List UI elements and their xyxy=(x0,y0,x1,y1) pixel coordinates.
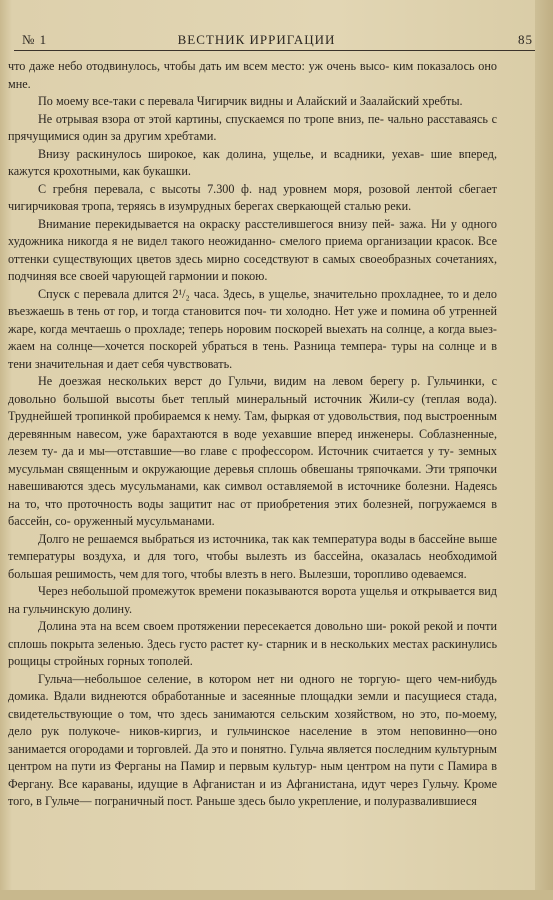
paragraph: что даже небо отодвинулось, чтобы дать им всем место: уж очень высо- ким показалось оно мне. xyxy=(8,59,497,91)
journal-title: ВЕСТНИК ИРРИГАЦИИ xyxy=(177,32,336,47)
paragraph: Не доезжая нескольких верст до Гульчи, видим на левом берегу р. Гульчинки, с довольно большой высоты бьет теплый минеральный источник Жили-су (теплая вода). Труднейшей тропинкой пробираемся к нему. Там, фыркая от удовольствия, под выстроенным деревянным навесом, уже барахтаются в воде уехавшие вперед инженеры. Соблазненные, лезем ту- да и мы—отставшие—во главе с профессором. Источник считается у ту- земных мусульман священным и окружающие деревья сплошь обвешаны тряпочками. Эти тряпочки навешиваются здесь мусульманами, как символ оставляемой в источнике болезни. Надеясь на то, что проточность воды защитит нас от приобретения этих болезней, погружаемся в бассейн, со- оруженный мусульманами. xyxy=(8,374,497,528)
paragraph: С гребня перевала, с высоты 7.300 ф. над уровнем моря, розовой лентой сбегает чигирчиковая тропа, теряясь в изумрудных берегах сверкающей сталью реки. xyxy=(8,181,497,213)
page-edge xyxy=(535,0,553,900)
article-body xyxy=(8,58,497,811)
header-rule xyxy=(14,50,539,51)
running-header xyxy=(20,28,533,52)
paragraph: Долина эта на всем своем протяжении пересекается довольно ши- рокой рекой и почти сплошь покрыта зеленью. Здесь густо растет ку- старник и в нескольких местах раскинулись рощицы стройных горных тополей. xyxy=(8,619,497,668)
paragraph: Внизу раскинулось широкое, как долина, ущелье, и всадники, уехав- шие вперед, кажутся крохотными, как букашки. xyxy=(8,146,497,178)
paragraph: По моему все-таки с перевала Чигирчик видны и Алайский и Заалайский хребты. xyxy=(38,94,463,108)
paragraph: Через небольшой промежуток времени показываются ворота ущелья и открывается вид на гульчинскую долину. xyxy=(8,584,497,616)
paragraph: Долго не решаемся выбраться из источника, так как температура воды в бассейне выше температуры воздуха, и для того, чтобы вылезть из бассейна, оказалась необходимой большая решимость, чем для того, чтобы влезть в него. Вылезши, торопливо одеваемся. xyxy=(8,531,497,581)
page-number: 85 xyxy=(518,32,533,47)
paragraph: Гульча—небольшое селение, в котором нет ни одного не торгую- щего чем-нибудь домика. Вдали виднеются обработанные и засеянные площадки земли и пасущиеся стада, свидетельствующие о том, что здесь занимаются сельским хозяйством, но это, по-моему, дело рук полукоче- ников-киргиз, и гульчинское население в этом неповинно—оно занимается огородами и торговлей. Да это и понятно. Гульча является последним культурным центром на пути из Ферганы на Памир и первым культур- ным центром на пути с Памира в Фергану. Все караваны, идущие в Афганистан и из Афганистана, идут через Гульчу. Кроме того, в Гульче— пограничный пост. Раньше здесь было укрепление, и полуразвалившиеся xyxy=(8,671,497,808)
page-bottom-edge xyxy=(0,890,553,900)
paragraph: Спуск с перевала длится 2¹/₂ часа. Здесь, в ущелье, значительно прохладнее, то и дело въезжаешь в тень от гор, и тогда становится поч- ти холодно. Нет уже и помина об утренней жаре, когда мечтаешь о прохладе; теперь норовим поскорей выехать на солнце, а когда выез- жаем на солнце—хочется поскорей убраться в тень. Разница темпера- туры на солнце и в тени значительная и дает себя чувствовать. xyxy=(8,286,497,371)
paragraph: Внимание перекидывается на окраску расстелившегося внизу пей- зажа. Ни у одного художника никогда я не видел такого неожиданно- смелого приема организации красок. Все оттенки существующих цветов здесь мирно соседствуют в самых своеобразных сочетаниях, подчиняя все своей чарующей гармонии и покою. xyxy=(8,216,497,283)
paragraph: Не отрывая взора от этой картины, спускаемся по тропе вниз, пе- чально расставаясь с прячущимися один за другим хребтами. xyxy=(8,111,497,143)
issue-number: № 1 xyxy=(22,32,48,47)
